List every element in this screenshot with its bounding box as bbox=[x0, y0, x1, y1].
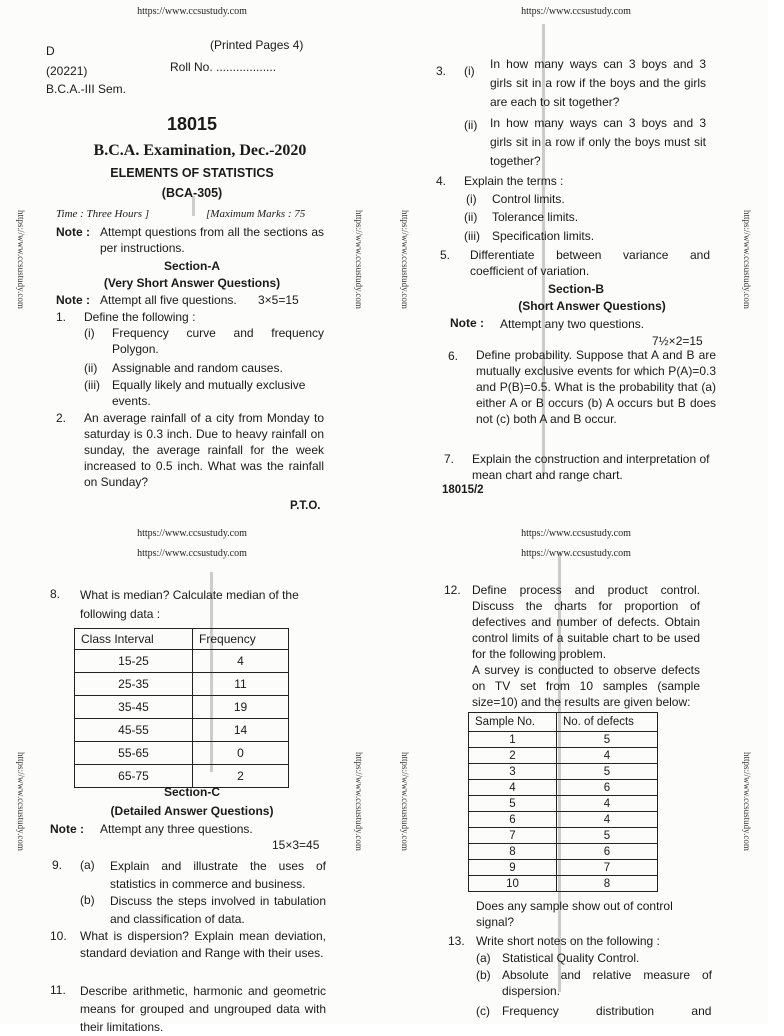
q4-i-text: Control limits. bbox=[492, 192, 565, 206]
q9-a-number: (a) bbox=[80, 858, 95, 872]
q13-b-text: Absolute and relative measure of dispersion. bbox=[502, 968, 712, 998]
table-cell: 10 bbox=[469, 876, 557, 892]
paper-number: 18015 bbox=[166, 114, 218, 134]
column-header: Class Interval bbox=[75, 629, 193, 650]
note-label: Note : bbox=[56, 225, 90, 239]
column-header: No. of defects bbox=[556, 713, 657, 732]
course-code: (BCA-305) bbox=[161, 186, 223, 200]
table-row bbox=[469, 860, 658, 876]
q13-text: Write short notes on the following : bbox=[476, 934, 660, 948]
page-1 bbox=[0, 0, 384, 512]
q1-ii-number: (ii) bbox=[84, 361, 98, 375]
q11-number: 11. bbox=[50, 983, 66, 997]
table-cell: 6 bbox=[556, 780, 657, 796]
page-3 bbox=[0, 512, 384, 1034]
column-header: Sample No. bbox=[469, 713, 557, 732]
q9-number: 9. bbox=[52, 858, 63, 872]
table-cell: 55-65 bbox=[75, 742, 193, 765]
header-url[interactable]: https://www.ccsustudy.com bbox=[521, 6, 631, 17]
section-c-subheading: (Detailed Answer Questions) bbox=[110, 804, 274, 818]
q2-number: 2. bbox=[56, 411, 67, 425]
q12-question: Does any sample show out of control signal? bbox=[476, 899, 673, 929]
q13-a-number: (a) bbox=[476, 951, 491, 965]
q1-ii-text: Assignable and random causes. bbox=[112, 361, 283, 375]
table-cell: 3 bbox=[469, 764, 557, 780]
pto: P.T.O. bbox=[290, 500, 321, 512]
table-cell: 5 bbox=[556, 732, 657, 748]
section-c-heading: Section-C bbox=[163, 785, 220, 799]
q12-number: 12. bbox=[444, 583, 461, 597]
section-b-subheading: (Short Answer Questions) bbox=[518, 299, 666, 313]
header-url[interactable]: https://www.ccsustudy.com bbox=[137, 6, 247, 17]
table-cell: 6 bbox=[469, 812, 557, 828]
q4-ii-number: (ii) bbox=[464, 210, 478, 224]
q8-text: What is median? Calculate median of the following data : bbox=[80, 588, 299, 621]
table-header-row bbox=[75, 629, 289, 650]
page-4 bbox=[384, 512, 768, 1024]
q8-number: 8. bbox=[50, 587, 61, 601]
table-row bbox=[469, 812, 658, 828]
series-letter: D bbox=[46, 44, 55, 58]
table-cell: 7 bbox=[556, 860, 657, 876]
q13-c-text: Frequency distribution and bbox=[502, 1004, 712, 1018]
side-url: https://www.ccsustudy.com bbox=[742, 210, 752, 309]
table-header-row bbox=[469, 713, 658, 732]
table-cell: 4 bbox=[193, 650, 289, 673]
q1-i-text: Frequency curve and frequency Polygon. bbox=[112, 326, 324, 356]
q12-text: Define process and product control. Discuss the charts for proportion of defectives and number of defects. Obtain control limits of a suitable chart to be used for the following problem. bbox=[472, 583, 700, 661]
table-cell: 9 bbox=[469, 860, 557, 876]
table-cell: 5 bbox=[469, 796, 557, 812]
q13-a-text: Statistical Quality Control. bbox=[502, 951, 640, 965]
q1-iii-number: (iii) bbox=[84, 378, 100, 392]
table-row bbox=[75, 696, 289, 719]
q1-number: 1. bbox=[56, 310, 67, 324]
q1-iii-text: Equally likely and mutually exclusive events. bbox=[112, 378, 306, 408]
q5-number: 5. bbox=[440, 248, 451, 262]
q3-ii-number: (ii) bbox=[464, 118, 478, 132]
q13-number: 13. bbox=[448, 934, 465, 948]
section-a-note-label: Note : bbox=[56, 293, 90, 307]
section-c-marks: 15×3=45 bbox=[272, 838, 320, 852]
table-cell: 45-55 bbox=[75, 719, 193, 742]
q9-b-text: Discuss the steps involved in tabulation and classification of data. bbox=[110, 894, 326, 926]
table-cell: 14 bbox=[193, 719, 289, 742]
table-cell: 4 bbox=[469, 780, 557, 796]
header-url[interactable]: https://www.ccsustudy.com bbox=[521, 548, 631, 559]
q3-ii-text: In how many ways can 3 boys and 3 girls sit in a row if only the boys must sit together? bbox=[490, 116, 706, 168]
table-cell: 8 bbox=[556, 876, 657, 892]
header-url[interactable]: https://www.ccsustudy.com bbox=[137, 528, 247, 539]
column-header: Frequency bbox=[193, 629, 289, 650]
exam-title: B.C.A. Examination, Dec.-2020 bbox=[93, 142, 307, 159]
q4-text: Explain the terms : bbox=[464, 174, 564, 188]
table-cell: 5 bbox=[556, 764, 657, 780]
section-b-note: Attempt any two questions. bbox=[500, 317, 645, 331]
frequency-table bbox=[74, 628, 289, 788]
table-row bbox=[469, 796, 658, 812]
table-cell: 11 bbox=[193, 673, 289, 696]
q10-number: 10. bbox=[50, 929, 67, 943]
side-url: https://www.ccsustudy.com bbox=[16, 752, 26, 851]
q4-number: 4. bbox=[436, 174, 447, 188]
q4-iii-text: Specification limits. bbox=[492, 229, 595, 243]
q13-b-number: (b) bbox=[476, 968, 491, 982]
time-label: Time : Three Hours ] bbox=[56, 208, 150, 220]
table-row bbox=[75, 742, 289, 765]
q3-i-text: In how many ways can 3 boys and 3 girls sit in a row if the boys and the girls are each to sit together? bbox=[490, 57, 706, 109]
table-row bbox=[469, 780, 658, 796]
table-row bbox=[75, 719, 289, 742]
q7-number: 7. bbox=[444, 452, 455, 466]
table-row bbox=[75, 673, 289, 696]
max-marks: [Maximum Marks : 75 bbox=[206, 208, 306, 220]
section-a-subheading: (Very Short Answer Questions) bbox=[103, 276, 281, 290]
q9-b-number: (b) bbox=[80, 893, 95, 907]
table-row bbox=[469, 828, 658, 844]
side-url: https://www.ccsustudy.com bbox=[354, 210, 364, 309]
q3-number: 3. bbox=[436, 64, 447, 78]
section-b-note-label: Note : bbox=[450, 316, 484, 330]
table-cell: 25-35 bbox=[75, 673, 193, 696]
paper-code: (20221) bbox=[46, 64, 88, 78]
q3-i-number: (i) bbox=[464, 64, 475, 78]
q7-text: Explain the construction and interpretation of mean chart and range chart. bbox=[472, 452, 710, 482]
table-cell: 2 bbox=[193, 765, 289, 788]
q1-text: Define the following : bbox=[84, 310, 196, 324]
section-c-note-label: Note : bbox=[50, 822, 84, 836]
note-text: Attempt questions from all the sections as per instructions. bbox=[100, 225, 324, 255]
section-a-marks: 3×5=15 bbox=[258, 293, 299, 307]
table-cell: 6 bbox=[556, 844, 657, 860]
table-row bbox=[469, 844, 658, 860]
section-a-note: Attempt all five questions. bbox=[100, 293, 237, 307]
table-row bbox=[469, 876, 658, 892]
table-cell: 4 bbox=[556, 812, 657, 828]
semester: B.C.A.-III Sem. bbox=[46, 82, 127, 96]
table-cell: 0 bbox=[193, 742, 289, 765]
q5-text: Differentiate between variance and coefficient of variation. bbox=[470, 248, 710, 278]
table-cell: 4 bbox=[556, 748, 657, 764]
q4-ii-text: Tolerance limits. bbox=[492, 210, 579, 224]
q12-survey: A survey is conducted to observe defects on TV set from 10 samples (sample size=10) and the results are given below: bbox=[472, 663, 700, 709]
q2-text: An average rainfall of a city from Monday to saturday is 0.3 inch. Due to heavy rainfall on sunday, the average rainfall for the week increased to 0.5 inch. What was the rainfall on Sunday? bbox=[84, 411, 324, 489]
section-a-heading: Section-A bbox=[163, 259, 220, 273]
table-cell: 35-45 bbox=[75, 696, 193, 719]
side-url: https://www.ccsustudy.com bbox=[400, 752, 410, 851]
table-cell: 15-25 bbox=[75, 650, 193, 673]
side-url: https://www.ccsustudy.com bbox=[742, 752, 752, 851]
page-2 bbox=[384, 0, 768, 512]
table-row bbox=[469, 748, 658, 764]
q11-text: Describe arithmetic, harmonic and geometric means for grouped and ungrouped data with their limitations. bbox=[80, 984, 326, 1034]
defects-table bbox=[468, 712, 658, 892]
q4-i-number: (i) bbox=[466, 192, 477, 206]
q10-text: What is dispersion? Explain mean deviation, standard deviation and Range with their uses. bbox=[80, 929, 326, 960]
table-cell: 2 bbox=[469, 748, 557, 764]
printed-pages: (Printed Pages 4) bbox=[210, 38, 304, 52]
table-cell: 19 bbox=[193, 696, 289, 719]
section-b-marks: 7½×2=15 bbox=[652, 334, 703, 348]
table-row bbox=[469, 732, 658, 748]
q1-i-number: (i) bbox=[84, 326, 95, 340]
header-url[interactable]: https://www.ccsustudy.com bbox=[137, 548, 247, 559]
q6-number: 6. bbox=[448, 349, 459, 363]
side-url: https://www.ccsustudy.com bbox=[400, 210, 410, 309]
side-url: https://www.ccsustudy.com bbox=[16, 210, 26, 309]
subject-title: ELEMENTS OF STATISTICS bbox=[110, 166, 274, 180]
table-cell: 4 bbox=[556, 796, 657, 812]
table-cell: 65-75 bbox=[75, 765, 193, 788]
q4-iii-number: (iii) bbox=[464, 229, 480, 243]
q9-a-text: Explain and illustrate the uses of statistics in commerce and business. bbox=[110, 859, 326, 891]
section-b-heading: Section-B bbox=[547, 282, 604, 296]
q13-c-number: (c) bbox=[476, 1004, 490, 1018]
table-cell: 8 bbox=[469, 844, 557, 860]
q6-text: Define probability. Suppose that A and B are mutually exclusive events for which P(A)=0.3 and P(B)=0.5. What is the probability that (a) either A or B occurs (b) A occurs but B does not (c) both A and B occur. bbox=[476, 348, 716, 426]
section-c-note: Attempt any three questions. bbox=[100, 822, 253, 836]
side-url: https://www.ccsustudy.com bbox=[354, 752, 364, 851]
table-cell: 5 bbox=[556, 828, 657, 844]
page-crease bbox=[192, 196, 195, 216]
header-url[interactable]: https://www.ccsustudy.com bbox=[521, 528, 631, 539]
table-cell: 1 bbox=[469, 732, 557, 748]
roll-no: Roll No. .................. bbox=[170, 60, 277, 74]
table-row bbox=[469, 764, 658, 780]
footer-code: 18015/2 bbox=[442, 484, 484, 496]
table-cell: 7 bbox=[469, 828, 557, 844]
table-row bbox=[75, 650, 289, 673]
